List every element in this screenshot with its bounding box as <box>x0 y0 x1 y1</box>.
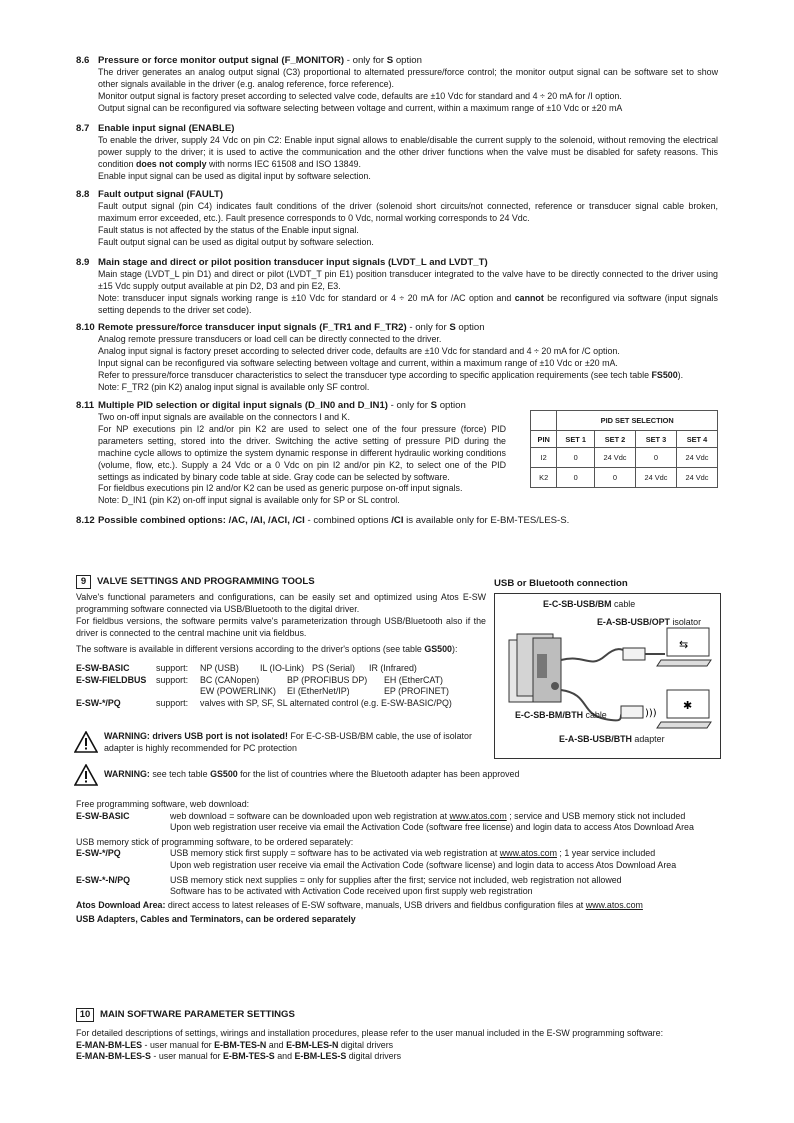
paragraph: The software is available in different versions according to the driver's options (see table GS500): <box>76 643 458 654</box>
table-cell: 24 Vdc <box>635 468 676 488</box>
bluetooth-warning: WARNING: see tech table GS500 for the list of countries where the Bluetooth adapter has been approved <box>104 769 520 779</box>
section-heading: 8.7 Enable input signal (ENABLE) <box>76 123 235 134</box>
usb-warning: WARNING: drivers USB port is not isolated! For E-C-SB-USB/BM cable, the use of isolator adapter is highly recommended for PC protection <box>104 731 472 753</box>
table-cell: K2 <box>531 468 557 488</box>
laptop-icon <box>657 628 711 666</box>
paragraph: Enable input signal can be used as digital input by software selection. <box>98 170 371 181</box>
section-heading: 8.6 Pressure or force monitor output signal (F_MONITOR) - only for S option <box>76 55 422 66</box>
paragraph: Fault status is not affected by the status of the Enable input signal. <box>98 224 359 235</box>
usb-stick-title: USB memory stick of programming software, to be ordered separately: <box>76 836 354 847</box>
list-item: E-SW-*/PQ USB memory stick first supply = software has to be activated via web registration at www.atos.com ; 1 year service included Upon web registration user receive via email the Activation Code (software license) and login data to access Atos Download Area <box>76 848 677 870</box>
warning-icon <box>74 764 98 786</box>
section-heading: 8.8 Fault output signal (FAULT) <box>76 189 224 200</box>
section-8-8 <box>76 189 718 249</box>
section-8-12 <box>76 515 718 527</box>
software-versions-list <box>76 663 491 709</box>
paragraph: Fault output signal (pin C4) indicates fault conditions of the driver (solenoid short circuits/not connected, reference or transducer signal cable broken, maximum error exceeded, etc.). Fault presence corresponds to 0 Vdc, normal working corresponds to 24 Vdc. <box>98 201 718 223</box>
table-cell: 24 Vdc <box>676 448 717 468</box>
isolator-label: E-A-SB-USB/OPT isolator <box>597 617 702 627</box>
section-10-heading: 10 MAIN SOFTWARE PARAMETER SETTINGS <box>76 1008 295 1022</box>
usb-connection-title: USB or Bluetooth connection <box>494 578 628 589</box>
paragraph: Output signal can be reconfigured via software selecting between voltage and current, within a maximum range of ±10 Vdc or ±20 mA <box>98 102 623 113</box>
paragraph: Fault output signal can be used as digital output by software selection. <box>98 236 374 247</box>
section-number-box: 10 <box>76 1008 94 1022</box>
table-cell: I2 <box>531 448 557 468</box>
paragraph: Note: D_IN1 (pin K2) on-off input signal is available only for SP or SL control. <box>98 495 400 506</box>
section-heading: 8.9 Main stage and direct or pilot position transducer input signals (LVDT_L and LVDT_T) <box>76 257 488 268</box>
paragraph: Analog input signal is factory preset according to selected driver code, defaults are ±10 Vdc for standard and 4 ÷ 20 mA for /C option. <box>98 345 620 356</box>
section-heading: 8.10 Remote pressure/force transducer input signals (F_TR1 and F_TR2) - only for S option <box>76 322 485 333</box>
driver-module-icon <box>509 634 561 702</box>
section-number-box: 9 <box>76 575 91 589</box>
software-download-info <box>76 799 718 926</box>
table-title: PID SET SELECTION <box>557 411 718 431</box>
paragraph: To enable the driver, supply 24 Vdc on pin C2: Enable input signal allows to enable/disable the current supply to the solenoid, without removing the electrical power supply to the driver; it is used to active the communication and the other driver functions when the valve must be disabled for safety reasons. This condition does not comply with norms IEC 61508 and ISO 13849. <box>98 135 718 169</box>
list-item: E-SW-FIELDBUS support: BC (CANopen) BP (PROFIBUS DP) EH (EtherCAT) EW (POWERLINK) EI (EtherNet/IP) EP (PROFINET) <box>76 674 449 697</box>
table-cell: 0 <box>557 468 595 488</box>
warning-icon <box>74 731 98 753</box>
table-cell: 0 <box>595 468 636 488</box>
list-item: E-SW-*/PQ support: valves with SP, SF, SL alternated control (e.g. E-SW-BASIC/PQ) <box>76 697 452 708</box>
manual-item: E-MAN-BM-LES - user manual for E-BM-TES-N and E-BM-LES-N digital drivers <box>76 1039 394 1050</box>
table-cell: 24 Vdc <box>595 448 636 468</box>
section-8-7 <box>76 123 718 183</box>
table-cell: 24 Vdc <box>676 468 717 488</box>
table-row <box>531 448 718 468</box>
paragraph: Analog remote pressure transducers or load cell can be directly connected to the driver. <box>98 334 442 344</box>
svg-text:✱: ✱ <box>683 699 693 712</box>
paragraph: Valve's functional parameters and configurations, can be easily set and optimized using Atos E-SW programming software connected via USB/Bluetooth to the digital driver. <box>76 592 486 614</box>
section-8-10 <box>76 322 718 394</box>
section-8-9 <box>76 257 718 317</box>
section-9-intro <box>76 592 486 656</box>
table-row <box>531 468 718 488</box>
pid-set-selection-table <box>530 410 718 488</box>
paragraph: For fieldbus versions, the software permits valve's parameterization through USB/Bluetooth also if the driver is connected to the central machine unit via fieldbus. <box>76 615 486 638</box>
laptop-icon <box>657 690 711 728</box>
adapters-note: USB Adapters, Cables and Terminators, can be ordered separately <box>76 914 356 925</box>
table-header: PIN <box>531 431 557 448</box>
isolator-icon <box>623 648 645 660</box>
cable-label: E-C-SB-USB/BM cable <box>543 599 636 609</box>
section-10-body <box>76 1028 718 1063</box>
section-8-6 <box>76 55 718 115</box>
table-cell: 0 <box>635 448 676 468</box>
table-header: SET 3 <box>635 431 676 448</box>
download-area-note: Atos Download Area: direct access to latest releases of E-SW software, manuals, USB drivers and fieldbus configuration files at www.atos.com <box>76 899 643 910</box>
table-cell: 0 <box>557 448 595 468</box>
list-item: E-SW-*-N/PQ USB memory stick next supplies = only for supplies after the first; service not included, web registration not allowed Software has to be activated with Activation Code received upon first supply web registration <box>76 874 622 897</box>
paragraph: Refer to pressure/force transducer characteristics to select the transducer type according to specific application requirements (see tech table FS500). <box>98 369 684 380</box>
section-heading: 8.11 Multiple PID selection or digital input signals (D_IN0 and D_IN1) - only for S option <box>76 400 466 411</box>
paragraph: Main stage (LVDT_L pin D1) and direct or pilot (LVDT_T pin E1) position transducer integrated to the valve have to be directly connected to the driver using ±15 Vdc supply output available at pin D2, D3 and pin E2, E3. <box>98 269 718 291</box>
list-item: E-SW-BASIC support: NP (USB) IL (IO-Link) PS (Serial) IR (Infrared) <box>76 663 417 673</box>
free-software-title: Free programming software, web download: <box>76 799 250 809</box>
table-header: SET 1 <box>557 431 595 448</box>
paragraph: For NP executions pin I2 and/or pin K2 are used to select one of the four pressure (force) PID parameters setting, stored into the driver. Switching the active setting of pressure PID during the machine cycle allows to optimize the system dynamic response in different hydraulic working conditions (volume, flow, etc.). Supply a 24 Vdc or a 0 Vdc on pin I2 and/or pin K2, to select one of the PID settings as indicated by binary code table at side. Gray code can be selected by software. <box>98 423 506 482</box>
paragraph: For fieldbus executions pin I2 and/or K2 can be used as generic purpose on-off input signals. <box>98 483 463 494</box>
section-9-heading: 9 VALVE SETTINGS AND PROGRAMMING TOOLS <box>76 575 315 589</box>
paragraph: Note: F_TR2 (pin K2) analog input signal is available only SF control. <box>98 381 370 392</box>
paragraph: Monitor output signal is factory preset according to selected valve code, defaults are ±10 Vdc for standard and 4 ÷ 20 mA for /I option. <box>98 90 622 101</box>
manual-item: E-MAN-BM-LES-S - user manual for E-BM-TES-S and E-BM-LES-S digital drivers <box>76 1051 402 1062</box>
svg-text:))): ))) <box>645 708 657 719</box>
paragraph: For detailed descriptions of settings, wirings and installation procedures, please refer to the user manual included in the E-SW programming software: <box>76 1028 664 1038</box>
atos-link[interactable]: www.atos.com <box>499 848 557 859</box>
paragraph: Note: transducer input signals working range is ±10 Vdc for standard or 4 ÷ 20 mA for /AC option and cannot be reconfigured via software (input signals setting depends to the driver set code). <box>98 292 718 315</box>
table-header: SET 2 <box>595 431 636 448</box>
table-header: SET 4 <box>676 431 717 448</box>
paragraph: Two on-off input signals are available on the connectors I and K. <box>98 412 350 422</box>
cable-label: E-C-SB-BM/BTH cable <box>515 710 607 720</box>
list-item: E-SW-BASIC web download = software can be downloaded upon web registration at www.atos.com ; service and USB memory stick not included Upon web registration user receive via email the Activation Code (software free license) and login data to access Atos Download Area <box>76 810 694 833</box>
svg-text:⇆: ⇆ <box>679 638 689 651</box>
paragraph: Input signal can be reconfigured via software selecting between voltage and current, within a maximum range of ±10 Vdc or ±20 mA. <box>98 357 618 368</box>
atos-link[interactable]: www.atos.com <box>585 899 643 910</box>
atos-link[interactable]: www.atos.com <box>449 810 507 821</box>
adapter-label: E-A-SB-USB/BTH adapter <box>559 734 665 744</box>
paragraph: The driver generates an analog output signal (C3) proportional to alternated pressure/force control; the monitor output signal can be software set to show other signals available in the driver (e.g. analog reference, force reference). <box>98 67 718 89</box>
section-heading: 8.12 Possible combined options: /AC, /AI, /ACI, /CI - combined options /CI is available only for E-BM-TES/LES-S. <box>76 515 570 526</box>
usb-bluetooth-diagram <box>494 593 721 759</box>
bluetooth-adapter-icon <box>621 706 643 718</box>
